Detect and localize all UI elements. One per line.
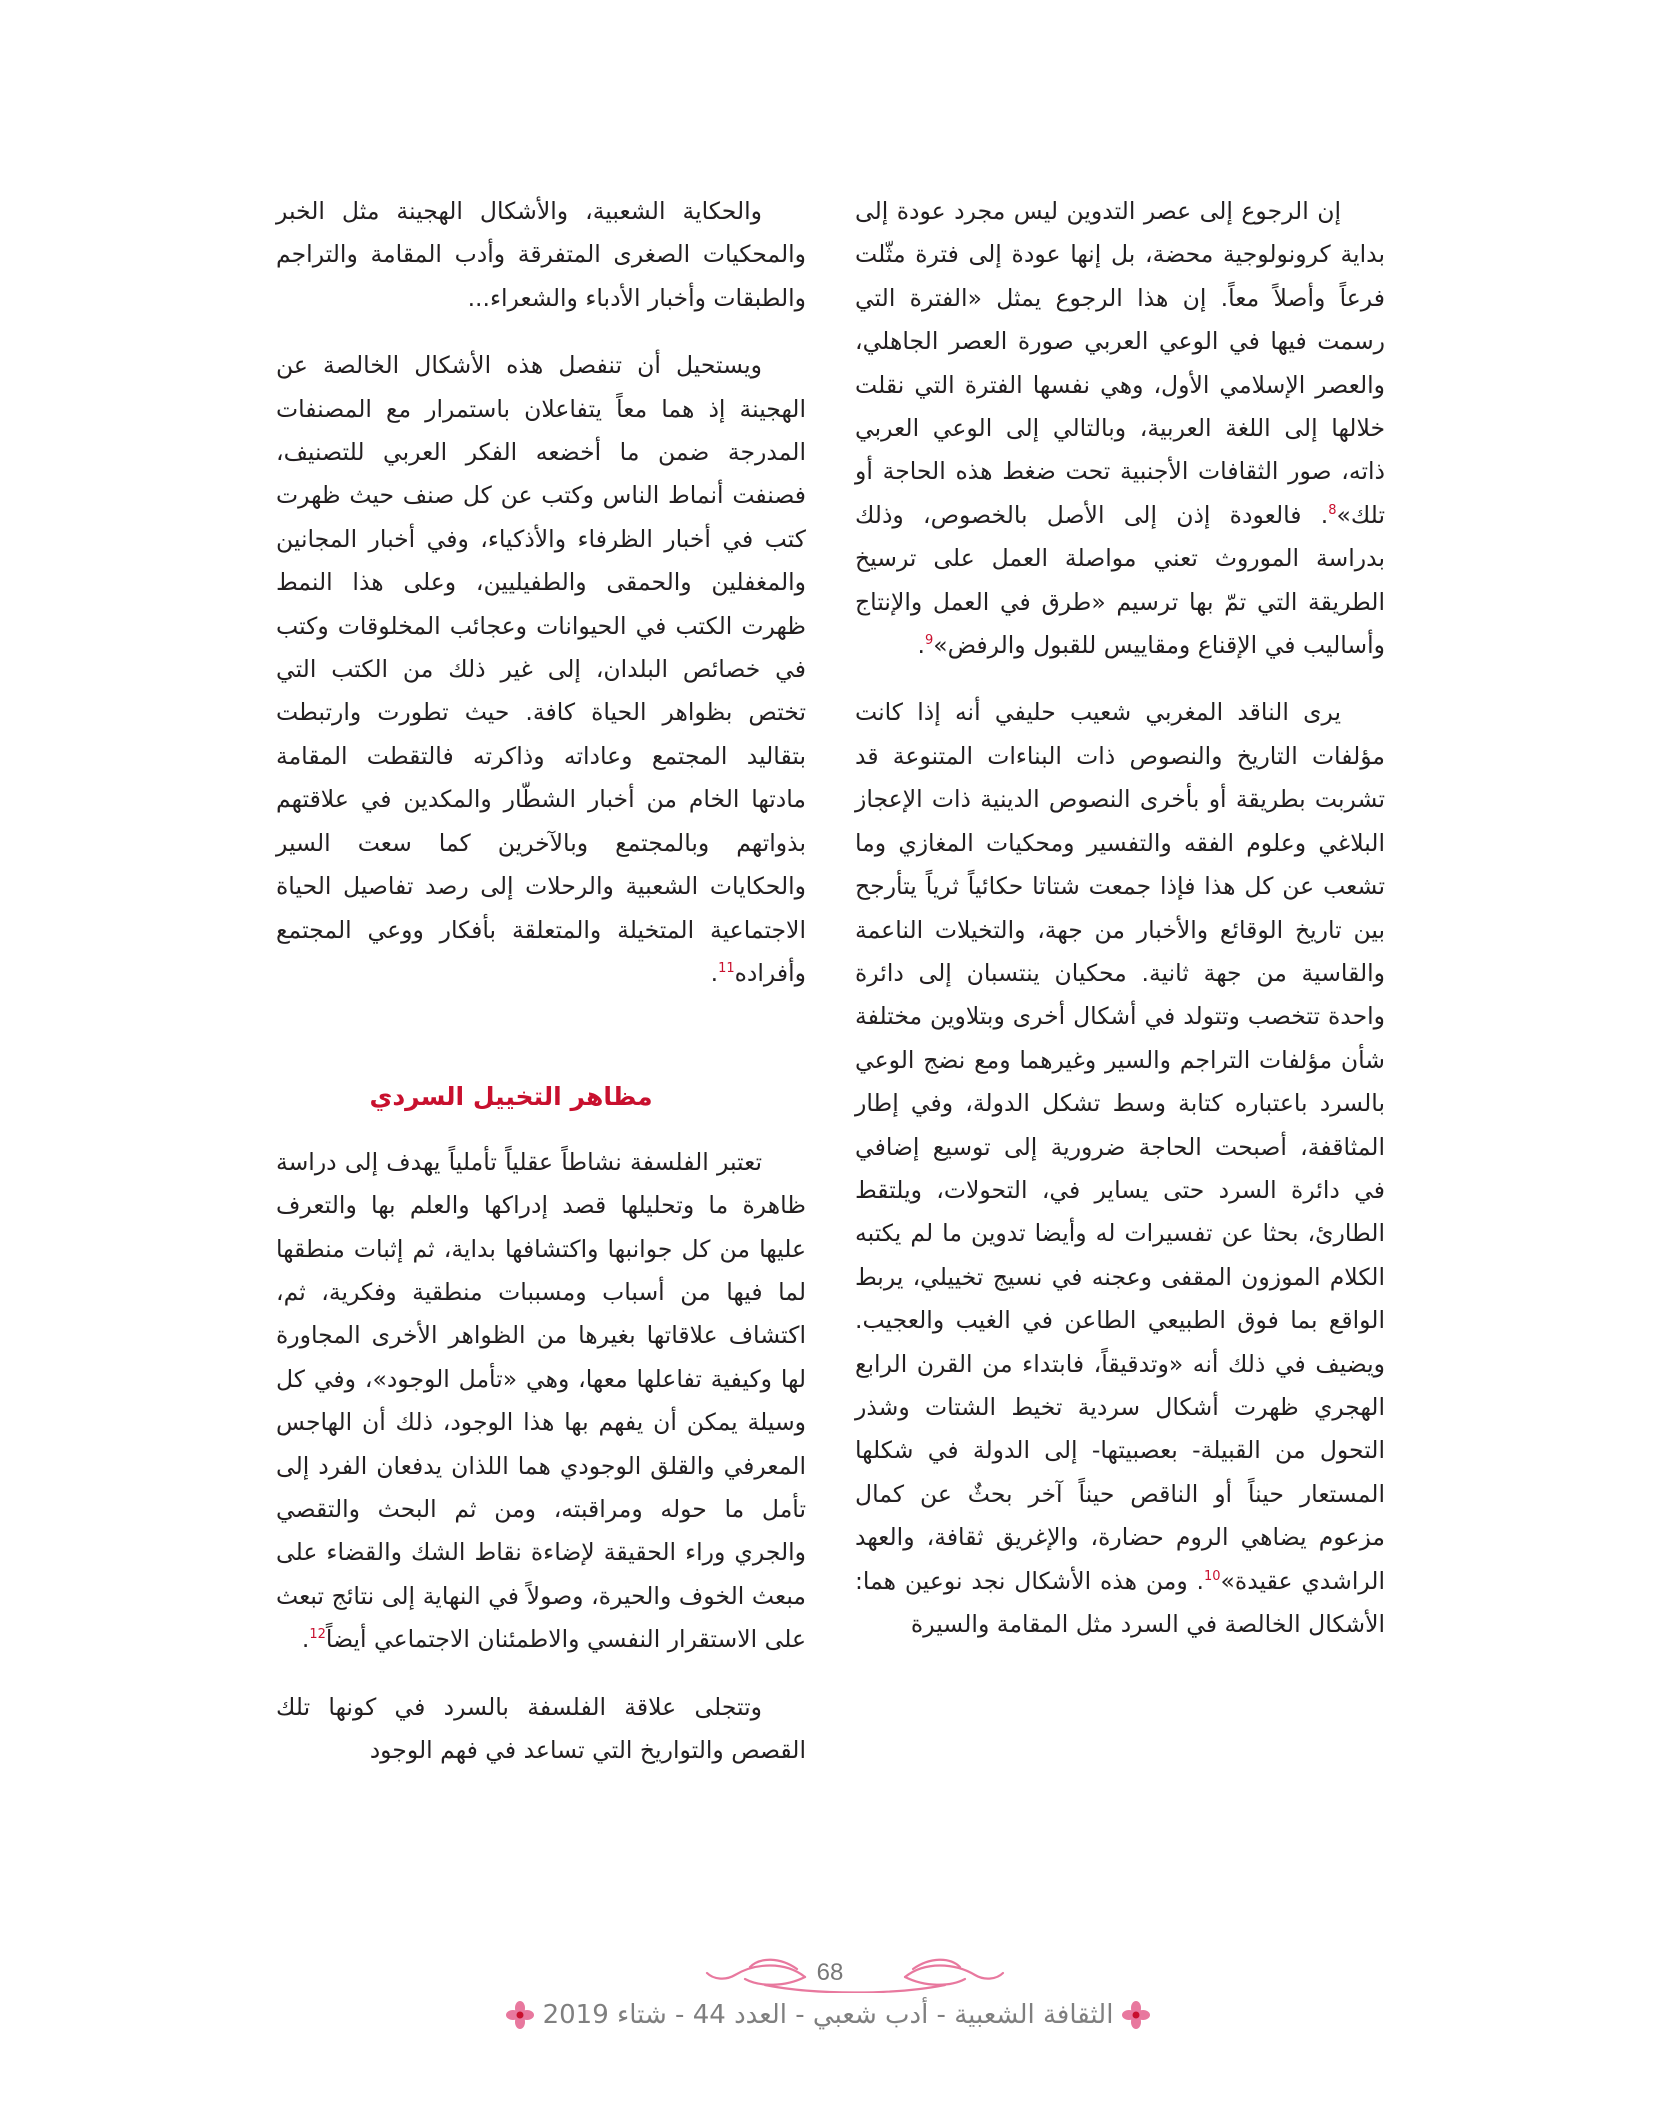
section-heading: مظاهر التخييل السردي (369, 1082, 653, 1112)
right-column (855, 190, 1385, 1646)
paragraph: إن الرجوع إلى عصر التدوين ليس مجرد عودة إلى بداية كرونولوجية محضة، بل إنها عودة إلى فترة مثّلت فرعاً وأصلاً معاً. إن هذا الرجوع يمثل «الفترة التي رسمت فيها في الوعي العربي صورة العصر الجاهلي، والعصر الإسلامي الأول، وهي نفسها الفترة التي نقلت خلالها إلى اللغة العربية، وبالتالي إلى الوعي العربي ذاته، صور الثقافات الأجنبية تحت ضغط هذه الحاجة أو تلك»$^8$. فالعودة إذن إلى الأصل بالخصوص، وذلك بدراسة الموروث تعني مواصلة العمل على ترسيخ الطريقة التي تمّ بها ترسيم «طرق في العمل والإنتاج وأساليب في الإقناع ومقاييس للقبول والرفض»$^9$. (855, 197, 1385, 660)
paragraph: تعتبر الفلسفة نشاطاً عقلياً تأملياً يهدف إلى دراسة ظاهرة ما وتحليلها قصد إدراكها والعلم بها والتعرف عليها من كل جوانبها واكتشافها بداية، ثم إثبات منطقها لما فيها من أسباب ومسببات منطقية وفكرية، ثم، اكتشاف علاقاتها بغيرها من الظواهر الأخرى المجاورة لها وكيفية تفاعلها معها، وهي «تأمل الوجود»، وفي كل وسيلة يمكن أن يفهم بها هذا الوجود، ذلك أن الهاجس المعرفي والقلق الوجودي هما اللذان يدفعان الفرد إلى تأمل ما حوله ومراقبته، ومن ثم البحث والتقصي والجري وراء الحقيقة لإضاءة نقاط الشك والقضاء على مبعث الخوف والحيرة، وصولاً في النهاية إلى نتائج تبعث على الاستقرار النفسي والاطمئنان الاجتماعي أيضاً$^{12}$. (276, 1147, 806, 1654)
paragraph: ويستحيل أن تنفصل هذه الأشكال الخالصة عن الهجينة إذ هما معاً يتفاعلان باستمرار مع المصنفات المدرجة ضمن ما أخضعه الفكر العربي للتصنيف، فصنفت أنماط الناس وكتب عن كل صنف حيث ظهرت كتب في أخبار الظرفاء والأذكياء، وفي أخبار المجانين والمغفلين والحمقى والطفيليين، وعلى هذا النمط ظهرت الكتب في الحيوانات وعجائب المخلوقات وكتب في خصائص البلدان، إلى غير ذلك من الكتب التي تختص بظواهر الحياة كافة. حيث تطورت وارتبطت بتقاليد المجتمع وعاداته وذاكرته فالتقطت المقامة مادتها الخام من أخبار الشطّار والمكدين في علاقتهم بذواتهم وبالمجتمع وبالآخرين كما سعت السير والحكايات الشعبية والرحلات إلى رصد تفاصيل الحياة الاجتماعية المتخيلة والمتعلقة بأفكار ووعي المجتمع وأفراده$^{11}$. (276, 351, 806, 987)
left-column (276, 190, 806, 1772)
issue-line (498, 1995, 1158, 2035)
issue-text: الثقافة الشعبية - أدب شعبي - العدد 44 - شتاء 2019 (542, 2000, 1114, 2030)
ornament-swirl-icon (705, 1955, 1005, 1993)
paragraph: وتتجلى علاقة الفلسفة بالسرد في كونها تلك القصص والتواريخ التي تساعد في فهم الوجود (276, 1692, 806, 1764)
footnote-marker[interactable]: 11 (718, 961, 735, 977)
footnote-marker[interactable]: 10 (1203, 1568, 1221, 1584)
paragraph: والحكاية الشعبية، والأشكال الهجينة مثل الخبر والمحكيات الصغرى المتفرقة وأدب المقامة والتراجم والطبقات وأخبار الأدباء والشعراء... (276, 197, 806, 312)
page-number: 68 (816, 1959, 844, 1986)
footnote-marker[interactable]: 9 (924, 633, 934, 649)
footnote-marker[interactable]: 8 (1328, 503, 1337, 519)
footnote-marker[interactable]: 12 (309, 1627, 326, 1643)
paragraph: يرى الناقد المغربي شعيب حليفي أنه إذا كانت مؤلفات التاريخ والنصوص ذات البناءات المتنوعة قد تشربت بطريقة أو بأخرى النصوص الدينية ذات الإعجاز البلاغي وعلوم الفقه والتفسير ومحكيات المغازي وما تشعب عن كل هذا فإذا جمعت شتاتا حكائياً ثرياً يتأرجح بين تاريخ الوقائع والأخبار من جهة، والتخيلات الناعمة والقاسية من جهة ثانية. محكيان ينتسبان إلى دائرة واحدة تتخصب وتتولد في أشكال أخرى وبتلاوين مختلفة شأن مؤلفات التراجم والسير وغيرهما ومع نضج الوعي بالسرد باعتباره كتابة وسط تشكل الدولة، وفي إطار المثاقفة، أصبحت الحاجة ضرورية إلى توسيع إضافي في دائرة السرد حتى يساير في، التحولات، ويلتقط الطارئ، بحثا عن تفسيرات له وأيضا تدوين ما لم يكتبه الكلام الموزون المقفى وعجنه في نسيج تخييلي، يربط الواقع بما فوق الطبيعي الطاعن في الغيب والعجيب. ويضيف في ذلك أنه «وتدقيقاً، فابتداء من القرن الرابع الهجري ظهرت أشكال سردية تخيط الشتات وشذر التحول من القبيلة- بعصبيتها- إلى الدولة في شكلها المستعار حيناً أو الناقص حيناً آخر بحثٌ عن كمال مزعوم يضاهي الروم حضارة، والإغريق ثقافة، والعهد الراشدي عقيدة»$^{10}$. ومن هذه الأشكال نجد نوعين هما: الأشكال الخالصة في السرد مثل المقامة والسيرة (855, 698, 1385, 1638)
flower-icon (1121, 2000, 1151, 2030)
page-footer (0, 1955, 1654, 2075)
flower-icon (505, 2000, 535, 2030)
